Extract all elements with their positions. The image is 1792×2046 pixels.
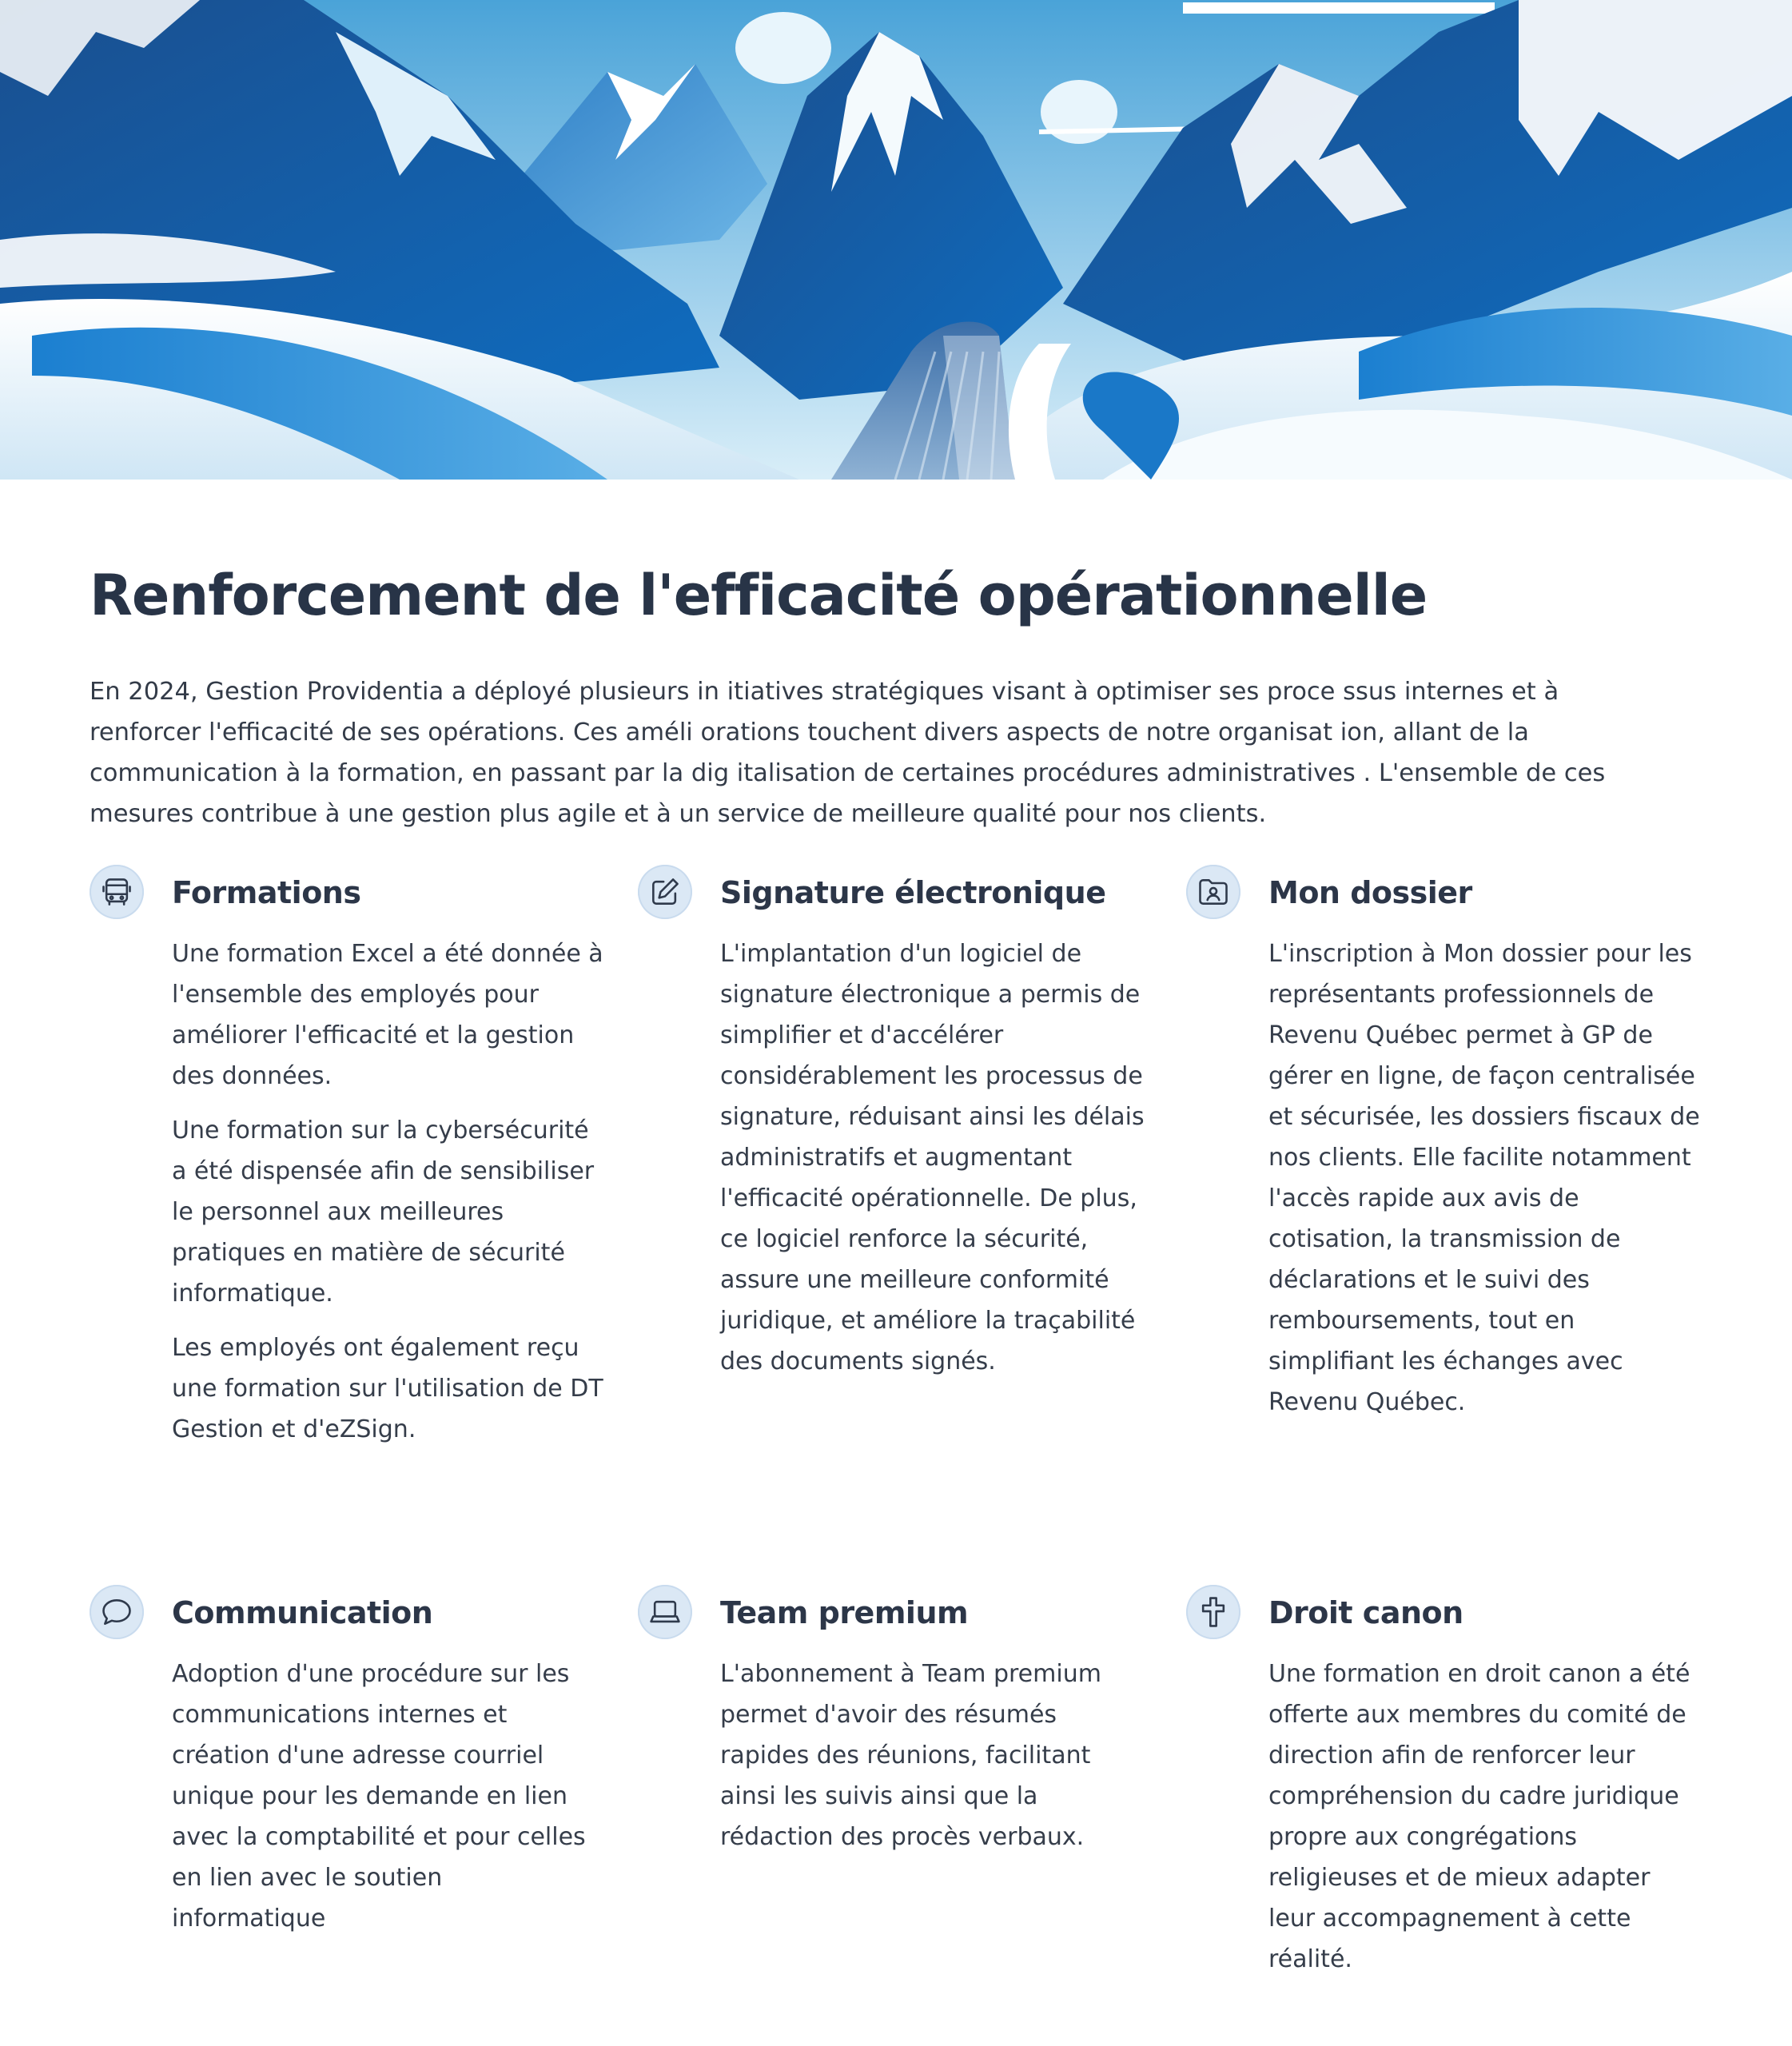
chat-bubble-icon [90, 1585, 144, 1639]
hero-banner [0, 0, 1792, 480]
card-paragraph: L'abonnement à Team premium permet d'avoir des résumés rapides des réunions, facilitant ainsi les suivis ainsi que la rédaction des procès verbaux. [720, 1660, 1101, 1851]
card-body [172, 933, 603, 1463]
card-paragraph: Les employés ont également reçu une formation sur l'utilisation de DT Gestion et d'eZSign. [172, 1334, 603, 1443]
cross-icon [1186, 1585, 1240, 1639]
laptop-icon [638, 1585, 692, 1639]
edit-icon [638, 865, 692, 919]
card-title: Signature électronique [720, 875, 1106, 910]
page-title: Renforcement de l'efficacité opérationnelle [90, 563, 1428, 628]
card-paragraph: L'implantation d'un logiciel de signature électronique a permis de simplifier et d'accélérer considérablement les processus de signature, réduisant ainsi les délais administratifs et augmentant l'efficacité opérationnelle. De plus, ce logiciel renforce la sécurité, assure une meilleure conformité juridique, et améliore la traçabilité des documents signés. [720, 940, 1145, 1375]
card-body [720, 933, 1152, 1395]
mountain-road-illustration [0, 0, 1792, 480]
bus-icon [90, 865, 144, 919]
card-paragraph: Une formation sur la cybersécurité a été dispensée afin de sensibiliser le personnel aux meilleures pratiques en matière de sécurité informatique. [172, 1117, 595, 1308]
card-body [172, 1654, 603, 1952]
card-title: Team premium [720, 1595, 969, 1630]
card-paragraph: Adoption d'une procédure sur les communications internes et création d'une adresse courriel unique pour les demande en lien avec la comptabilité et pour celles en lien avec le soutien informatique [172, 1660, 586, 1933]
card-body [1268, 933, 1700, 1436]
card-title: Droit canon [1268, 1595, 1463, 1630]
card-paragraph: Une formation Excel a été donnée à l'ensemble des employés pour améliorer l'efficacité et la gestion des données. [172, 940, 603, 1090]
card-title: Formations [172, 875, 361, 910]
card-body [1268, 1654, 1700, 1993]
card-title: Mon dossier [1268, 875, 1472, 910]
intro-paragraph: En 2024, Gestion Providentia a déployé plusieurs in itiatives stratégiques visant à optimiser ses proce ssus internes et à renforcer l'efficacité de ses opérations. Ces améli orations touchent divers aspects de notre organisat ion, allant de la communication à la formation, en passant par la dig italisation de certaines procédures administratives . L'ensemble de ces mesures contribue à une gestion plus agile et à un service de meilleure qualité pour nos clients. [90, 678, 1606, 828]
card-paragraph: L'inscription à Mon dossier pour les représentants professionnels de Revenu Québec permet à GP de gérer en ligne, de façon centralisée et sécurisée, les dossiers fiscaux de nos clients. Elle facilite notamment l'accès rapide aux avis de cotisation, la transmission de déclarations et le suivi des remboursements, tout en simplifiant les échanges avec Revenu Québec. [1268, 940, 1700, 1416]
folder-user-icon [1186, 865, 1240, 919]
card-body [720, 1654, 1152, 1871]
card-paragraph: Une formation en droit canon a été offerte aux membres du comité de direction afin de renforcer leur compréhension du cadre juridique propre aux congrégations religieuses et de mieux adapter leur accompagnement à cette réalité. [1268, 1660, 1690, 1973]
card-title: Communication [172, 1595, 433, 1630]
